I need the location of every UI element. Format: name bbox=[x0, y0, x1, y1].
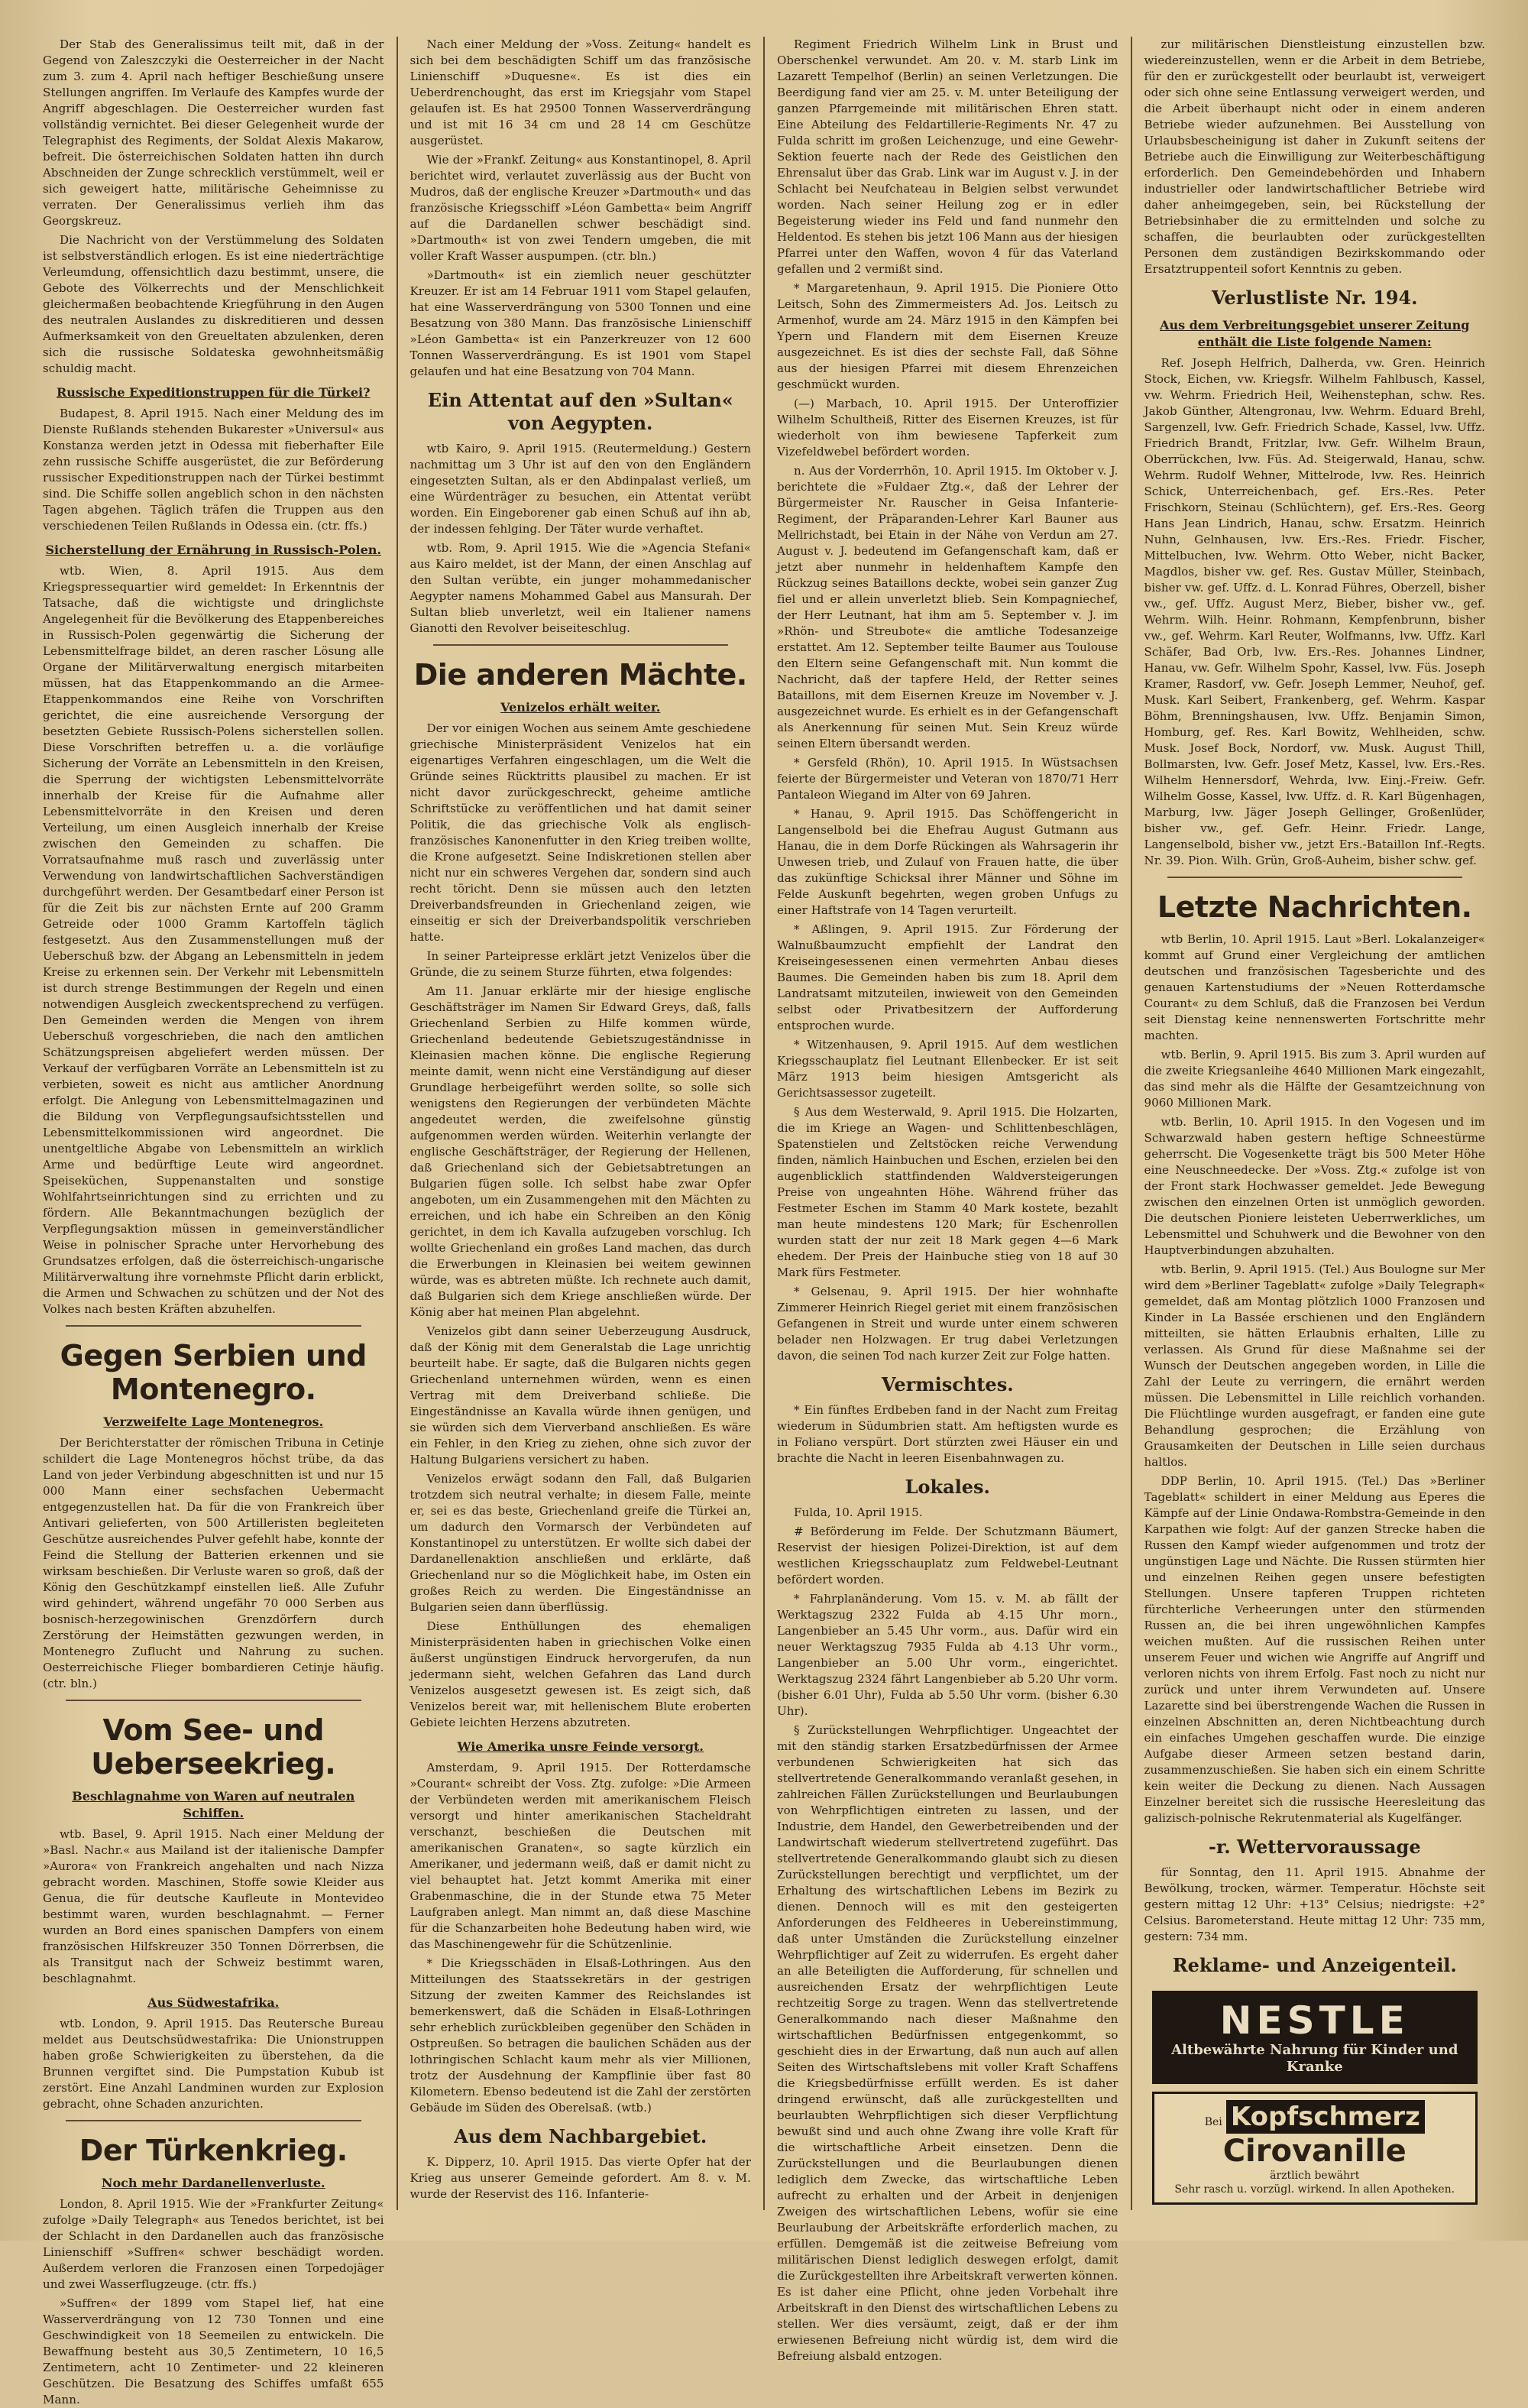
section-subheading: Sicherstellung der Ernährung in Russisch-Polen. bbox=[45, 543, 381, 557]
major-heading: Der Türkenkrieg. bbox=[79, 2134, 348, 2167]
article-paragraph: * Aßlingen, 9. April 1915. Zur Förderung der Walnußbaumzucht empfiehlt der Landrat den Kreiseingesessenen einen vermehrten Anbau dieses Baumes. Die Gemeinden haben bis zum 18. April dem Landratsamt mitzuteilen, inwieweit von den Gemeinden selbst oder Privatbesitzern der Aufforderung entsprochen wurde. bbox=[777, 922, 1118, 1032]
article-paragraph: Der Stab des Generalissimus teilt mit, daß in der Gegend von Zaleszczyki die Oesterreicher in der Nacht zum 3. zum 4. April nach heftiger Beschießung unsere Stellungen angriffen. Im Verlaufe des Kampfes wurde der Angriff abgeschlagen. Die Oesterreicher wurden fast vollständig vernichtet. Bei dieser Gelegenheit wurde der Telegraphist des Regiments, der Soldat Alexis Makarow, befreit. Die österreichischen Soldaten hatten ihn durch Abschneiden der Zunge schrecklich verstümmelt, weil er sich geweigert hatte, militärische Geheimnisse zu verraten. Der Generalissimus verlieh ihm das Georgskreuz. bbox=[43, 37, 384, 228]
section-heading: Verlustliste Nr. 194. bbox=[1212, 287, 1418, 309]
article-paragraph: »Dartmouth« ist ein ziemlich neuer geschützter Kreuzer. Er ist am 14 Februar 1911 vom Stapel gelaufen, hat eine Wasserverdrängung von 5300 Tonnen und eine Besatzung von 380 Mann. Das französische Linienschiff »Léon Gambetta« ist ein Panzerkreuzer von 12 600 Tonnen Wasserverdrängung. Es ist 1901 vom Stapel gelaufen und hat eine Besatzung von 704 Mann. bbox=[410, 268, 751, 378]
article-paragraph: Der Berichterstatter der römischen Tribuna in Cetinje schildert die Lage Montenegros höchst trübe, da das Land von jeder Verbindung abgeschnitten ist und nur 15 000 Mann einer sechsfachen Uebermacht entgegenzustellen hat. Da für die von Frankreich über Antivari gelieferten, von 500 Artilleristen begleiteten Geschütze ausreichendes Pulver gefehlt habe, konnte der Feind die Stellung der Batterien erkennen und sie wirksam beschießen. Dir Verluste waren so groß, daß der König den Geschützkampf einstellen ließ. Alle Zufuhr wird gehindert, während ungefähr 70 000 Serben aus bosnisch-herzegowinischen Grenzdörfern durch Zerstörung der Heimstätten gezwungen werden, in Montenegro Zuflucht und Nahrung zu suchen. Oesterreichische Flieger bombardieren Cetinje häufig. (ctr. bln.) bbox=[43, 1436, 384, 1690]
section-subheading: Russische Expeditionstruppen für die Türkei? bbox=[57, 385, 371, 400]
article-paragraph: * Witzenhausen, 9. April 1915. Auf dem westlichen Kriegsschauplatz fiel Leutnant Ellenbecker. Er ist seit März 1913 beim hiesigen Amtsgericht als Gerichtsassessor zugeteilt. bbox=[777, 1038, 1118, 1100]
section-divider bbox=[433, 644, 729, 646]
section-heading: -r. Wettervoraussage bbox=[1208, 1836, 1421, 1858]
article-paragraph: Regiment Friedrich Wilhelm Link in Brust und Oberschenkel verwundet. Am 20. v. M. starb Link im Lazarett Tempelhof (Berlin) an seinen Verletzungen. Die Beerdigung fand vier am 25. v. M. unter Beteiligung der ganzen Pfarrgemeinde mit militärischen Ehren statt. Eine Abteilung des Feldartillerie-Regiments Nr. 47 zu Fulda schritt im großen Leichenzuge, und eine Gewehr-Sektion feuerte nach der Rede des Geistlichen den Ehrensalut über das Grab. Link war im August v. J. in der Schlacht bei Neufchateau in Belgien selbst verwundet worden. Nach seiner Heilung zog er in edler Begeisterung wieder ins Feld und fand nunmehr den Heldentod. Es stehen bis jetzt 106 Mann aus der hiesigen Pfarrei unter den Waffen, wovon 4 für das Vaterland gefallen und 2 vermißt sind. bbox=[777, 37, 1118, 276]
article-paragraph: DDP Berlin, 10. April 1915. (Tel.) Das »Berliner Tageblatt« schildert in einer Meldung aus Eperes die Kämpfe auf der Linie Ondawa-Rombstra-Gemeinde in den Karpathen wie folgt: Auf der ganzen Strecke haben die Russen den Kampf wieder aufgenommen und trotz der ungünstigen Lage und Nächte. Die Russen stürmten hier und einzelnen Reihen gegen unsere befestigten Stellungen. Unsere tapferen Truppen richteten fürchterliche Verheerungen unter den stürmenden Russen an, die bei ihren ungewöhnlichen Kampfes weichen mußten. Auf die russischen Reihen unter unserem Feuer und wichen wie Angriffe auf Angriff und verloren nichts von ihrem Erfolg. Fast noch zu nicht nur zurück und unter ihrem Verwundeten auf. Unsere Lazarette sind bei überstrengende Wachen die Russen in einzelnen Abschnitten an, deren Nichtbeachtung durch ein einfaches Umgehen geschaffen wurde. Die einzige Aufgabe dieser Armeen setzen bestand darin, zusammenzuschießen. Sie haben sich ein einem Schritte kein weiter die Deckung zu dienen. Nach Aussagen Einzelner bereitet sich die russische Heeresleitung das galizisch-polnische Rekrutenmaterial als Kugelfänger. bbox=[1144, 1474, 1485, 1825]
article-paragraph: Budapest, 8. April 1915. Nach einer Meldung des im Dienste Rußlands stehenden Bukarester »Universul« aus Konstanza werden jetzt in Odessa mit fieberhafter Eile zehn russische Schiffe ausgerüstet, die zur Beförderung russischer Expeditionstruppen nach der Türkei bestimmt sind. Die Schiffe sollen angeblich schon in den nächsten Tagen abgehen. Täglich träfen die Truppen aus den verschiedenen Teilen Rußlands in Odessa ein. (ctr. ffs.) bbox=[43, 407, 384, 533]
section-divider bbox=[66, 2120, 361, 2121]
article-paragraph: K. Dipperz, 10. April 1915. Das vierte Opfer hat der Krieg aus unserer Gemeinde gefordert. Am 8. v. M. wurde der Reservist des 116. Infanterie- bbox=[410, 2155, 751, 2201]
column-1 bbox=[31, 37, 398, 2406]
article-paragraph: In seiner Parteipresse erklärt jetzt Venizelos über die Gründe, die zu seinem Sturze führten, etwa folgendes: bbox=[410, 949, 751, 979]
article-paragraph: wtb Kairo, 9. April 1915. (Reutermeldung.) Gestern nachmittag um 3 Uhr ist auf den von den Engländern eingesetzten Sultan, als er den Abdinpalast verließ, um eine Würdenträger zu besuchen, ein Attentat verübt worden. Ein Eingeborener gab einen Schuß auf ihn ab, der indessen fehlging. Der Täter wurde verhaftet. bbox=[410, 442, 751, 536]
section-divider bbox=[66, 1700, 361, 1701]
columns bbox=[31, 37, 1497, 2406]
article-paragraph: zur militärischen Dienstleistung einzustellen bzw. wiedereinzustellen, wenn er die Arbeit in dem Betriebe, für den er zurückgestellt oder beurlaubt ist, verweigert oder sich ohne seine Entlassung verweigert werden, und die Arbeit überhaupt nicht oder in einem anderen Betriebe wieder aufzunehmen. Bei Ausstellung von Urlaubsbescheinigung ist daher in Zukunft seitens der Betriebe auch die Einwilligung zur Weiterbeschäftigung erforderlich. Den Gemeindebehörden und Inhabern industrieller oder landwirtschaftlicher Betriebe wird daher anheimgegeben, sein, bei Rückstellung der Betriebsinhaber die zu ermittelnden und solche zu schaffen, die beurlaubten oder zurückgestellten Personen dem zuständigen Bezirkskommando oder Ersatztruppenteil sofort Kenntnis zu geben. bbox=[1144, 37, 1485, 276]
article-paragraph: wtb Berlin, 10. April 1915. Laut »Berl. Lokalanzeiger« kommt auf Grund einer Vergleichung der amtlichen deutschen und französischen Tagesberichte und des genauen Kartenstudiums der »Neuen Rotterdamsche Courant« zu dem Schluß, daß die Franzosen bei Verdun seit Dienstag keine nennenswerten Fortschritte mehr machten. bbox=[1144, 932, 1485, 1042]
article-paragraph: London, 8. April 1915. Wie der »Frankfurter Zeitung« zufolge »Daily Telegraph« aus Tenedos berichtet, ist bei der Schlacht in den Dardanellen auch das französische Linienschiff »Suffren« schwer beschädigt worden. Außerdem verloren die Franzosen einen Torpedojäger und zwei Wasserflugzeuge. (ctr. ffs.) bbox=[43, 2197, 384, 2291]
article-paragraph: wtb. Basel, 9. April 1915. Nach einer Meldung der »Basl. Nachr.« aus Mailand ist der italienische Dampfer »Aurora« von Frankreich angehalten und nach Nizza gebracht worden. Maschinen, Stoffe sowie Kleider aus Genua, die für deutsche Kaufleute in Montevideo bestimmt waren, wurden beschlagnahmt. — Ferner wurden an Bord eines spanischen Dampfers von einem französischen Hilfskreuzer 350 Tonnen Dörrerbsen, die als Transitgut nach der Schweiz bestimmt waren, beschlagnahmt. bbox=[43, 1827, 384, 1985]
section-heading: Ein Attentat auf den »Sultan« von Aegypten. bbox=[427, 389, 733, 434]
article-paragraph: # Beförderung im Felde. Der Schutzmann Bäumert, Reservist der hiesigen Polizei-Direktion, ist auf dem westlichen Kriegsschauplatz zum Feldwebel-Leutnant befördert worden. bbox=[777, 1525, 1118, 1586]
kopfschmerz-advertisement bbox=[1152, 2092, 1478, 2205]
article-paragraph: Amsterdam, 9. April 1915. Der Rotterdamsche »Courant« schreibt der Voss. Ztg. zufolge: »Die Armeen der Verbündeten werden mit amerikanischem Fleisch versorgt und hinter amerikanischen Stacheldraht verschanzt, beschießen die Deutschen mit amerikanischen Granaten«, so sagte kürzlich ein Amerikaner, und jedermann weiß, daß er damit nicht zu viel behauptet hat. Jetzt kommt Amerika mit einer Grabenmaschine, die in der Stunde etwa 75 Meter Laufgraben anlegt. Man nimmt an, daß diese Maschine für die Schanzarbeiten hohe Bedeutung haben wird, wie das Maschinengewehr für die Schützenlinie. bbox=[410, 1761, 751, 1951]
article-paragraph: für Sonntag, den 11. April 1915. Abnahme der Bewölkung, trocken, wärmer. Temperatur. Höchste seit gestern mittag 12 Uhr: +13° Celsius; niedrigste: +2° Celsius. Barometerstand. Heute mittag 12 Uhr: 735 mm, gestern: 734 mm. bbox=[1144, 1865, 1485, 1943]
article-paragraph: Nach einer Meldung der »Voss. Zeitung« handelt es sich bei dem beschädigten Schiff um das französische Linienschiff »Duquesne«. Es ist dies ein Ueberdrenchought, das erst im Kriegsjahr vom Stapel gelaufen ist. Es hat 29500 Tonnen Wasserverdrängung und ist mit 16 34 cm und 28 14 cm Geschütze ausgerüstet. bbox=[410, 37, 751, 147]
article-paragraph: wtb. Wien, 8. April 1915. Aus dem Kriegspressequartier wird gemeldet: In Erkenntnis der Tatsache, daß die wichtigste und dringlichste Angelegenheit für die Bevölkerung des Etappenbereiches in Russisch-Polen gegenwärtig die Sicherung der Lebensmittelfrage bildet, an deren rascher Lösung alle Organe der Militärverwaltung energisch mitarbeiten müssen, hat das Etappenkommando an die Armee-Etappenkommandos eine Reihe von Vorschriften gerichtet, die eine ausreichende Versorgung der besetzten Gebiete Russisch-Polens sicherstellen sollen. Diese Vorschriften betreffen u. a. die vorläufige Sicherung der Vorräte an Lebensmitteln in den Kreisen, die Sperrung der wichtigsten Lebensmittelvorräte innerhalb der Kreise für die Aufnahme aller Lebensmittelvorräte in den Kreisen und deren Verteilung, um einen Ausgleich innerhalb der Kreise zwischen den Gemeinden zu schaffen. Die Vorratsaufnahme muß rasch und zuverlässig unter Verwendung von landwirtschaftlichen Sachverständigen durchgeführt werden. Der Gesamtbedarf einer Person ist für die Zeit bis zur nächsten Ernte auf 200 Gramm Getreide oder 1000 Gramm Kartoffeln täglich festgesetzt. Aus den Zusammenstellungen muß der Ueberschuß bzw. der Abgang an Lebensmitteln in jedem Kreise zu erkennen sein. Der Verkehr mit Lebensmitteln ist durch strenge Bestimmungen der Regeln und einen notwendigen Ausgleich zweckentsprechend zu verfügen. Den Gemeinden werden die Mengen von ihrem Ueberschuß vorgeschrieben, die nach den amtlichen Schätzungspreisen abgeliefert werden müssen. Der Verkauf der verfügbaren Vorräte an Lebensmitteln ist zu verbieten, soweit es nicht aus amtlicher Anordnung erfolgt. Die Anlegung von Lebensmittelmagazinen und die Bildung von Verpflegungsaufsichtsstellen und Lebensmittelkommissionen wird angeordnet. Die unentgeltliche Abgabe von Lebensmitteln an wirklich Arme und bedürftige Leute wird angeordnet. Speiseküchen, Suppenanstalten und sonstige Wohlfahrtseinrichtungen sind zu errichten und zu fördern. Alle Bekanntmachungen bezüglich der Verpflegungsaktion müssen in gemeinverständlicher Weise in polnischer Sprache unter Hervorhebung des Grundsatzes erfolgen, daß die österreichisch-ungarische Militärverwaltung ihre vornehmste Pflicht darin erblickt, die Armen und Schwachen zu schützen und der Not des Volkes nach besten Kräften abzuhelfen. bbox=[43, 564, 384, 1316]
nestle-slogan: Altbewährte Nahrung für Kinder und Kranke bbox=[1171, 2042, 1458, 2075]
article-paragraph: wtb. Rom, 9. April 1915. Wie die »Agencia Stefani« aus Kairo meldet, ist der Mann, der einen Anschlag auf den Sultan verübte, ein junger mohammedanischer Aegypter namens Mohammed Gabel aus Mansurah. Der Sultan blieb unverletzt, weil ein Italiener namens Gianotti den Revolver beiseiteschlug. bbox=[410, 541, 751, 635]
article-paragraph: »Suffren« der 1899 vom Stapel lief, hat eine Wasserverdrängung von 12 730 Tonnen und eine Geschwindigkeit von 18 Seemeilen zu entwickeln. Die Bewaffnung besteht aus 30,5 Zentimetern, 10 16,5 Zentimetern, acht 10 Zentimeter- und 22 kleineren Geschützen. Die Besatzung des Schiffes umfaßt 655 Mann. bbox=[43, 2296, 384, 2406]
section-subheading: Verzweifelte Lage Montenegros. bbox=[103, 1415, 324, 1429]
section-heading: Lokales. bbox=[905, 1476, 990, 1498]
article-paragraph: Der vor einigen Wochen aus seinem Amte geschiedene griechische Ministerpräsident Venizelos hat ein eigenartiges Verfahren eingeschlagen, um die Welt die Gründe seines Rücktritts plausibel zu machen. Er ist nicht davor zurückgeschreckt, geheime amtliche Schriftstücke zu veröffentlichen und hat damit seiner Politik, die das griechische Volk als englisch-französisches Kanonenfutter in den Krieg treiben wollte, die Krone aufgesetzt. Seine Indiskretionen stellen aber nicht nur ein schweres Vergehen dar, sondern sind auch recht töricht. Denn sie müssen auch den letzten Dreiverbandsfreunden in Griechenland zeigen, wie einseitig er sich der Dreiverbandspolitik verschrieben hatte. bbox=[410, 721, 751, 944]
column-2 bbox=[398, 37, 766, 2210]
kopf-pre: Bei bbox=[1204, 2116, 1222, 2128]
article-paragraph: wtb. Berlin, 9. April 1915. (Tel.) Aus Boulogne sur Mer wird dem »Berliner Tageblatt« zufolge »Daily Telegraph« gemeldet, daß am Montag plötzlich 1000 Franzosen und Kinder in La Bassée erschienen und den Engländern mitteilten, sie hätten Erlaubnis erhalten, Lille zu verlassen. Als Grund für diese Maßnahme sei der Wunsch der Deutschen angegeben worden, in Lille die Zahl der Leute zu verringern, die ernährt werden müssen. Die Lebensmittel in Lille reichlich vorhanden. Die Flüchtlinge wurden ausgefragt, er fanden eine gute Behandlung gesprochen; die Erzählung von Grausamkeiten der Deutschen in Lille seien durchaus haltlos. bbox=[1144, 1262, 1485, 1469]
article-paragraph: § Zurückstellungen Wehrpflichtiger. Ungeachtet der mit den ständig starken Ersatzbedürfnissen der Armee verbundenen Schwierigkeiten hat sich das stellvertretende Generalkommando veranlaßt gesehen, in zahlreichen Fällen Zurückstellungen und Beurlaubungen von Wehrpflichtigen eintreten zu lassen, und der Industrie, dem Handel, den Gewerbetreibenden und der Landwirtschaft wiederum stellvertretend zugeführt. Das stellvertretende Generalkommando glaubt sich zu diesen Zurückstellungen berechtigt und verpflichtet, um der Erhaltung des wirtschaftlichen Lebens im Bezirk zu dienen. Dennoch will es mit den gesteigerten Anforderungen des Feldheeres in Uebereinstimmung, daß unter Umständen die Zurückstellung einzelner Wehrpflichtiger auf Zeit zu widerrufen. Es ergeht daher an alle Beteiligten die Aufforderung, für schnellen und ausreichenden Ersatz der wehrpflichtigen Leute rechtzeitig Sorge zu tragen. Wenn das stellvertretende Generalkommando nach dieser Maßnahme den wirtschaftlichen Bedürfnissen entgegenkommt, so geschieht dies in der Erwartung, daß nun auch auf allen Seiten des Wirtschaftslebens mit voller Kraft Schaffens die Kriegsbedürfnisse erfüllt werden. Es ist daher dringend erwünscht, daß alle zurückgestellten und beurlaubten Wehrpflichtigen sich dieser Verpflichtung bewußt sind und auch ohne Zwang ihre volle Kraft für die wirtschaftliche Arbeit einsetzen. Denn die Zurückstellungen und die Beurlaubungen dienen lediglich dem Zwecke, das wirtschaftliche Leben aufrecht zu erhalten und der Arbeit in denjenigen Zweigen des wirtschaftlichen Lebens, wofür sie eine Beurlaubung der Arbeitskräfte erforderlich machen, zu erfüllen. Demgemäß ist die zeitweise Befreiung vom militärischen Dienst lediglich deswegen erfolgt, damit die Zurückgestellten ihre Arbeitskraft verwerten können. Es ist daher eine Pflicht, ohne jeden Vorbehalt ihre Arbeitskraft in den Dienst des wirtschaftlichen Lebens zu stellen. Wer dies versäumt, zeigt, daß er der ihm erwiesenen Befreiung nicht würdig ist, dem wird die Befreiung alsbald entzogen. bbox=[777, 1723, 1118, 2363]
section-subheading: Beschlagnahme von Waren auf neutralen Schiffen. bbox=[72, 1789, 355, 1820]
article-paragraph: * Die Kriegsschäden in Elsaß-Lothringen. Aus den Mitteilungen des Staatssekretärs in der gestrigen Sitzung der zweiten Kammer des Reichslandes ist bemerkenswert, daß die Schäden in Elsaß-Lothringen sehr erheblich zurückbleiben gegenüber den Schäden in Ostpreußen. So betragen die baulichen Schäden aus der lothringischen Schlacht kaum mehr als vier Millionen, trotz der Ausdehnung der Kampflinie über fast 80 Kilometern. Ebenso bedeutend ist die Zahl der zerstörten Gebäude im Süden des Oberelsaß. (wtb.) bbox=[410, 1956, 751, 2115]
kopf-product: Cirovanille bbox=[1222, 2134, 1407, 2169]
kopf-name: Kopfschmerz bbox=[1226, 2100, 1425, 2134]
major-heading: Vom See- und Ueberseekrieg. bbox=[91, 1713, 336, 1781]
article-paragraph: * Gersfeld (Rhön), 10. April 1915. In Wüstsachsen feierte der Bürgermeister und Veteran von 1870/71 Herr Pantaleon Wiegand im Alter von 69 Jahren. bbox=[777, 756, 1118, 802]
kopf-note: ärztlich bewährt bbox=[1270, 2170, 1360, 2182]
article-paragraph: Diese Enthüllungen des ehemaligen Ministerpräsidenten haben in griechischen Volke einen äußerst ungünstigen Eindruck hervorgerufen, da nun jedermann sieht, welchen Gefahren das Land durch Venizelos ausgesetzt gewesen ist. Es zeigt sich, daß Venizelos bereit war, mit hellenischem Blute eroberten Gebiete leichten Herzens abzutreten. bbox=[410, 1619, 751, 1729]
section-heading: Vermischtes. bbox=[881, 1373, 1014, 1395]
article-paragraph: * Ein fünftes Erdbeben fand in der Nacht zum Freitag wiederum in Südumbrien statt. Am heftigsten wurde es in Foliano verspürt. Dort stürzten zwei Häuser ein und brachte die Nacht in leeren Eisenbahnwagen zu. bbox=[777, 1403, 1118, 1465]
section-divider bbox=[66, 1325, 361, 1327]
article-paragraph: (—) Marbach, 10. April 1915. Der Unteroffizier Wilhelm Schultheiß, Ritter des Eisernen Kreuzes, ist für wiederholt von ihm bewiesene Tapferkeit zum Vizefeldwebel befördert worden. bbox=[777, 397, 1118, 459]
article-paragraph: * Margaretenhaun, 9. April 1915. Die Pioniere Otto Leitsch, Sohn des Zimmermeisters Ad. Jos. Leitsch zu Armenhof, wurde am 24. März 1915 in den Kämpfen bei Ypern und Flandern mit dem Eisernen Kreuze ausgezeichnet. Es ist dies der sechste Fall, daß Söhne aus der hiesigen Pfarrei mit diesem Ehrenzeichen geschmückt wurden. bbox=[777, 281, 1118, 391]
article-paragraph: * Gelsenau, 9. April 1915. Der hier wohnhafte Zimmerer Heinrich Riegel geriet mit einem französischen Gefangenen in Streit und wurde unter einem schweren belader nen Holzwagen. Er trug dabei Verletzungen davon, die seinen Tod nach kurzer Zeit zur Folge hatten. bbox=[777, 1285, 1118, 1363]
article-paragraph: Wie der »Frankf. Zeitung« aus Konstantinopel, 8. April berichtet wird, verlautet zuverlässig aus der Bucht von Mudros, daß der englische Kreuzer »Dartmouth« und das französische Kriegsschiff »Léon Gambetta« beim Angriff auf die Dardanellen schwer beschädigt sind. »Dartmouth« ist von zwei Tendern umgeben, die mit voller Kraft Wasser auspumpen. (ctr. bln.) bbox=[410, 153, 751, 263]
article-paragraph: * Fahrplanänderung. Vom 15. v. M. ab fällt der Werktagszug 2322 Fulda ab 4.15 Uhr morn., Langenbieber an 5.45 Uhr vorm., aus. Dafür wird ein neuer Werktagszug 7935 Fulda ab 4.13 Uhr vorm., Langenbieber an 5.00 Uhr vorm., eingerichtet. Werktagszug 2324 fährt Langenbieber ab 5.20 Uhr vorm. (bisher 6.01 Uhr), Fulda ab 5.50 Uhr vorm. (bisher 6.30 Uhr). bbox=[777, 1592, 1118, 1718]
article-paragraph: Fulda, 10. April 1915. bbox=[794, 1505, 923, 1519]
article-paragraph: Ref. Joseph Helfrich, Dalherda, vw. Gren. Heinrich Stock, Eichen, vw. Kriegsfr. Wilhelm Fahlbusch, Kassel, vw. Wehrm. Friedrich Heil, Weihenstephan, schw. Res. Jakob Günther, Altengronau, lvw. Wehrm. Eduard Brehl, Sargenzell, lvw. Gefr. Friedrich Schade, Kassel, lvw. Uffz. Friedrich Brandt, Fritzlar, lvw. Gefr. Wilhelm Braun, Oberrückchen, lvw. Füs. Ad. Steigerwald, Hanau, schw. Wehrm. Rudolf Wehner, Mittelrode, lvw. Res. Heinrich Schick, Unterreichenbach, gef. Ers.-Res. Peter Frischkorn, Steinau (Schlüchtern), gef. Ers.-Res. Georg Hans Jean Lindrich, Hanau, schw. Ersatzm. Heinrich Nuhn, Gelnhausen, lvw. Ers.-Res. Friedr. Fischer, Mittelbuchen, lvw. Wehrm. Otto Weber, nicht Backer, Magdlos, bisher vw. gef. Res. Gustav Müller, Steinbach, bisher vw. gef. Uffz. d. L. Konrad Führes, Oberzell, bisher vw., gef. Uffz. August Merz, Bieber, bisher vw., gef. Wehrm. Wilh. Heinr. Rohmann, Kempfenbrunn, bisher vw., gef. Wehrm. Karl Reuter, Wolfmanns, lvw. Uffz. Karl Schäfer, Bad Orb, lvw. Ers.-Res. Johannes Lindner, Hanau, vw. Gefr. Wilhelm Spohr, Kassel, lvw. Füs. Joseph Kramer, Rasdorf, vw. Gefr. Joseph Lemmer, Neuhof, gef. Musk. Karl Seibert, Frankenberg, gef. Wehrm. Kaspar Böhm, Brenningshausen, lvw. Uffz. Benjamin Simon, Homburg, gef. Res. Karl Bowitz, Wehlheiden, schw. Musk. Josef Bock, Nordorf, vw. Musk. August Thill, Bollmarsten, lvw. Gefr. Josef Metz, Kassel, lvw. Ers.-Res. Wilhelm Hennersdorf, Wehrda, lvw. Einj.-Freiw. Gefr. Wilhelm Gosse, Kassel, lvw. Uffz. d. R. Karl Bügenhagen, Marburg, lvw. Jäger Joseph Gellinger, Großenlüder, bisher vw., gef. Gefr. Heinr. Friedr. Lange, Langenselbold, bisher vw., jetzt Ers.-Bataillon Inf.-Regts. Nr. 39. Pion. Wilh. Grün, Groß-Auheim, bisher schw. gef. bbox=[1144, 356, 1485, 867]
article-paragraph: * Hanau, 9. April 1915. Das Schöffengericht in Langenselbold bei die Ehefrau August Gutmann aus Hanau, die in dem Dorfe Rückingen als Wahrsagerin ihr Unwesen trieb, und Zulauf von Frauen hatte, die über das zukünftige Schicksal ihrer Männer und Söhne im Felde Auskunft begehrten, wegen groben Unfugs zu einer Haftstrafe von 14 Tagen verurteilt. bbox=[777, 807, 1118, 917]
article-paragraph: wtb. Berlin, 10. April 1915. In den Vogesen und im Schwarzwald haben gestern heftige Schneestürme geherrscht. Die Vogesenkette trägt bis 500 Meter Höhe eine Neuschneedecke. Der »Voss. Ztg.« zufolge ist von der Front stark Hochwasser gemeldet. Jede Bewegung zwischen den einzelnen Orten ist unmöglich geworden. Die deutschen Pioniere leisteten Ueberrwerkliches, um Lebensmittel und Schuhwerk und die Bewohner von den Hauptverbindungen abzuhalten. bbox=[1144, 1115, 1485, 1257]
section-subheading: Aus Südwestafrika. bbox=[147, 1995, 280, 2010]
column-4 bbox=[1132, 37, 1498, 2210]
article-paragraph: Die Nachricht von der Verstümmelung des Soldaten ist selbstverständlich erlogen. Es ist eine niederträchtige Verleumdung, offensichtlich dazu bestimmt, unsere, die Gebote des Völkerrechts und der Menschlichkeit gleichermaßen beobachtende Kriegführung in den Augen des neutralen Auslandes zu diskreditieren und dessen Aufmerksamkeit von den Greueltaten abzulenken, deren sich die russische Soldateska gewohnheitsmäßig schuldig macht. bbox=[43, 233, 384, 375]
article-paragraph: § Aus dem Westerwald, 9. April 1915. Die Holzarten, die im Kriege an Wagen- und Schlittenbeschlägen, Spatenstielen und Zeltstöcken reiche Verwendung finden, nämlich Hainbuchen und Eschen, erzielen bei den augenblicklich stattfindenden Waldversteigerungen Preise von ungeahnten Höhe. Während früher das Festmeter Eschen im Stamm 40 Mark kostete, bezahlt man heute mindestens 120 Mark; für Eschenrollen wurden statt der nur zeit 18 Mark gegen 4—6 Mark ehedem. Der Preis der Hainbuche stieg von 18 auf 30 Mark fürs Festmeter. bbox=[777, 1105, 1118, 1279]
section-subheading: Aus dem Verbreitungsgebiet unserer Zeitung enthält die Liste folgende Namen: bbox=[1160, 318, 1470, 349]
section-divider bbox=[1167, 877, 1463, 878]
kopf-footer: Sehr rasch u. vorzügl. wirkend. In allen Apotheken. bbox=[1174, 2183, 1455, 2196]
section-subheading: Venizelos erhält weiter. bbox=[500, 700, 661, 715]
nestle-brand: NESTLE bbox=[1219, 1998, 1410, 2043]
article-paragraph: Am 11. Januar erklärte mir der hiesige englische Geschäftsträger im Namen Sir Edward Greys, daß, falls Griechenland Serbien zu Hilfe kommen würde, Griechenland bedeutende Gebietszugeständnisse in Kleinasien machen könne. Die englische Regierung meinte damit, wenn nicht eine Verständigung auf dieser Grundlage herbeigeführt werden sollte, so solle sich wenigstens den Regierungen der verbündeten Mächte angedeutet werden, die zweifelsohne günstig aufgenommen werden würden. Weiterhin verlangte der englische Geschäftsträger, der Regierung der Hellenen, daß Griechenland sich der Gebietsabtretungen an Bulgarien fügen solle. Ich selbst habe zwar Opfer angeboten, um ein Zusammengehen mit den Mächten zu erreichen, und ich habe ein Schreiben an den König gerichtet, in dem ich Kavalla aufzugeben vorschlug. Ich wollte Griechenland ein großes Land machen, das durch die Erwerbungen in Kleinasien bei weitem gewinnen würde, was es abtreten müßte. Ich rechnete auch damit, daß Bulgarien sich dem Kriege anschließen würde. Der König aber hat meinen Plan abgelehnt. bbox=[410, 984, 751, 1319]
article-paragraph: wtb. Berlin, 9. April 1915. Bis zum 3. April wurden auf die zweite Kriegsanleihe 4640 Millionen Mark eingezahlt, das sind mehr als die Hälfte der Gesamtzeichnung von 9060 Millionen Mark. bbox=[1144, 1048, 1485, 1110]
article-paragraph: Venizelos gibt dann seiner Ueberzeugung Ausdruck, daß der König mit dem Generalstab die Lage unrichtig beurteilt habe. Er sagte, daß die Bulgaren nichts gegen Griechenland unternehmen würden, wenn es einen Vertrag mit dem Dreiverband schließe. Die Eingeständnisse an Kavalla würde ihnen genügen, und sie würden sich dem Vierverband anschließen. Es wäre ein Fehler, in den Krieg zu ziehen, ohne sich zuvor der Haltung Bulgariens versichert zu haben. bbox=[410, 1324, 751, 1467]
major-heading: Die anderen Mächte. bbox=[413, 658, 747, 692]
column-4-body bbox=[1144, 37, 1486, 1977]
section-heading: Reklame- und Anzeigenteil. bbox=[1172, 1954, 1457, 1976]
major-heading: Letzte Nachrichten. bbox=[1157, 890, 1472, 924]
column-3 bbox=[765, 37, 1132, 2363]
major-heading: Gegen Serbien und Montenegro. bbox=[60, 1339, 367, 1406]
article-paragraph: wtb. London, 9. April 1915. Das Reutersche Bureau meldet aus Deutschsüdwestafrika: Die Unionstruppen haben große Schwierigkeiten zu überstehen, da die Brunnen vergiftet sind. Die Pumpstation Kubub ist zerstört. Eine Anzahl Landminen wurden zur Explosion gebracht, ohne Schaden anzurichten. bbox=[43, 2017, 384, 2111]
article-paragraph: Venizelos erwägt sodann den Fall, daß Bulgarien trotzdem sich neutral verhalte; in diesem Falle, meinte er, sei es das beste, Griechenland greife die Türkei an, um dadurch den Vormarsch der Verbündeten auf Konstantinopel zu unterstützen. Er wollte sich dabei der Dardanellenaktion anschließen und erklärte, daß Griechenland nur so die Möglichkeit habe, im Osten ein großes Reich zu werden. Die Eingeständnisse an Bulgarien seien dann überflüssig. bbox=[410, 1472, 751, 1614]
nestle-advertisement bbox=[1152, 1991, 1478, 2084]
section-heading: Aus dem Nachbargebiet. bbox=[454, 2125, 707, 2147]
section-subheading: Noch mehr Dardanellenverluste. bbox=[101, 2176, 325, 2190]
article-paragraph: n. Aus der Vorderrhön, 10. April 1915. Im Oktober v. J. berichtete die »Fuldaer Ztg.«, daß der Lehrer der Bürgermeister Nr. Rauscher in Geisa Infanterie-Regiment, der Präparanden-Lehrer Karl Bauner aus Mellrichstadt, bei Etain in der Nähe von Verdun am 27. August v. J. bedeutend im Gefangenschaft kam, daß er jetzt aber nunmehr in heldenhaftem Kampfe den Rückzug seines Bataillons deckte, wobei sein ganzer Zug fiel und er allein unverletzt blieb. Sein Kompagniechef, der Herr Leutnant, hat ihm am 5. September v. J. im »Rhön- und Streubote« die amtliche Todesanzeige erstattet. Am 12. September teilte Baumer aus Toulouse den Eltern seine Gefangenschaft mit. Nun kommt die Nachricht, daß der tapfere Held, der Retter seines Bataillons, mit dem Eisernen Kreuze im November v. J. ausgezeichnet wurde. Es erhielt es in der Gefangenschaft als Anerkennung für seinen Mut. Sein Kreuz würde seinen Eltern übersandt werden. bbox=[777, 464, 1118, 750]
section-subheading: Wie Amerika unsre Feinde versorgt. bbox=[457, 1739, 704, 1754]
